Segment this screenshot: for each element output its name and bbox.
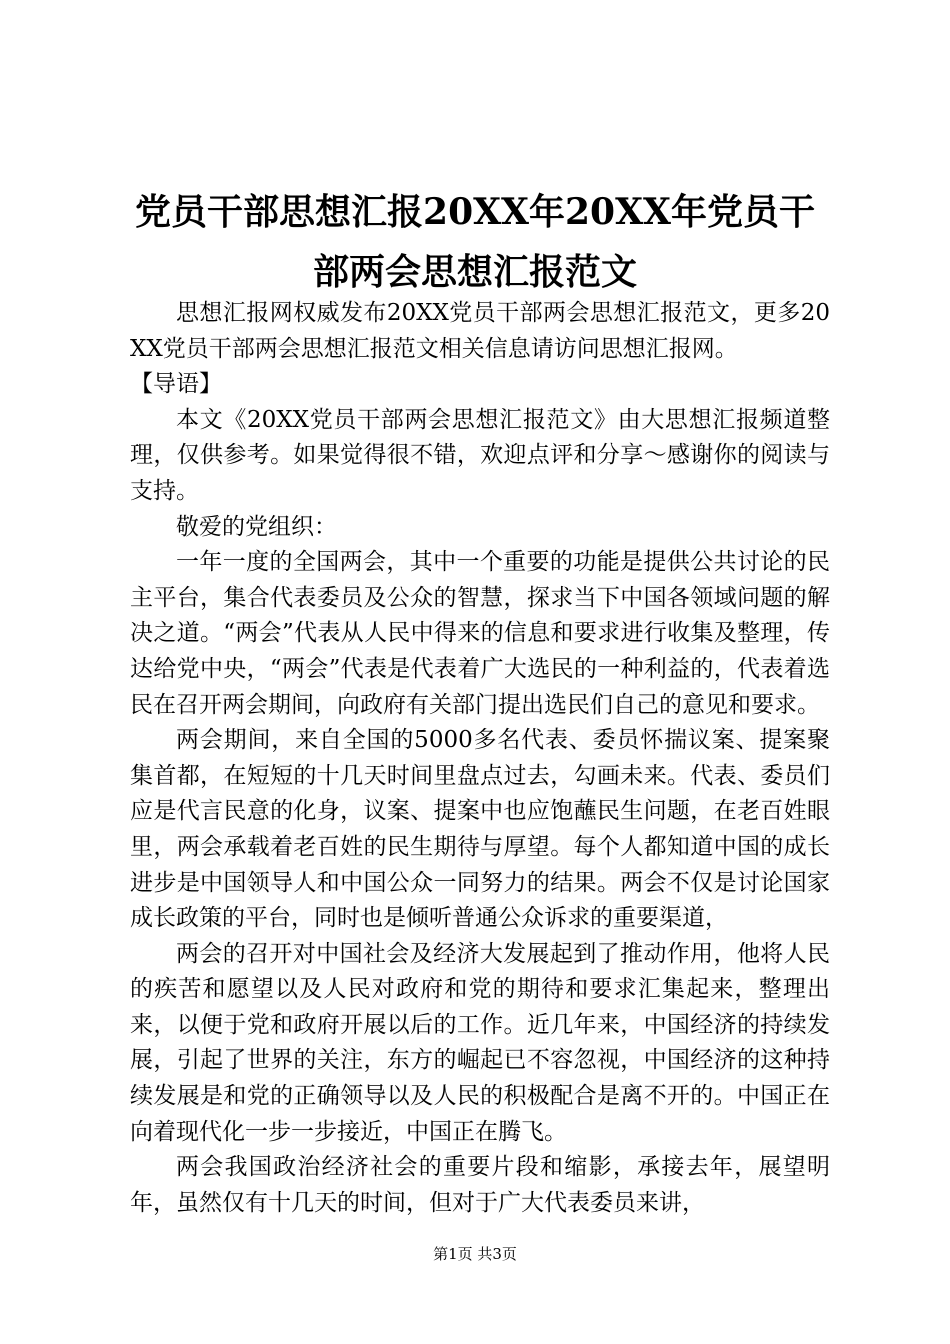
paragraph-guide-heading: 【导语】 [130,371,222,398]
paragraph-guide: 本文《20XX党员干部两会思想汇报范文》由大思想汇报频道整理，仅供参考。如果觉得很不错，欢迎点评和分享～感谢你的阅读与支持。 [130,406,830,504]
paragraph-body-3: 两会的召开对中国社会及经济大发展起到了推动作用，他将人民的疾苦和愿望以及人民对政府和党的期待和要求汇集起来，整理出来，以便于党和政府开展以后的工作。近几年来，中国经济的持续发展，引起了世界的关注，东方的崛起已不容忽视，中国经济的这种持续发展是和党的正确领导以及人民的积极配合是离不开的。中国正在向着现代化一步一步接近，中国正在腾飞。 [130,940,830,1145]
paragraph-body-1: 一年一度的全国两会，其中一个重要的功能是提供公共讨论的民主平台，集合代表委员及公众的智慧，探求当下中国各领域问题的解决之道。“两会”代表从人民中得来的信息和要求进行收集及整理，传达给党中央，“两会”代表是代表着广大选民的一种利益的，代表着选民在召开两会期间，向政府有关部门提出选民们自己的意见和要求。 [130,549,830,718]
paragraph-salutation: 敬爱的党组织： [176,513,337,540]
page-footer: 第1页 共3页 [433,1245,517,1263]
document-body [130,296,830,1221]
paragraph-intro: 思想汇报网权威发布20XX党员干部两会思想汇报范文，更多20XX党员干部两会思想汇报范文相关信息请访问思想汇报网。 [130,300,830,362]
paragraph-body-2: 两会期间，来自全国的5000多名代表、委员怀揣议案、提案聚集首都，在短短的十几天时间里盘点过去，勾画未来。代表、委员们应是代言民意的化身，议案、提案中也应饱蘸民生问题，在老百姓眼里，两会承载着老百姓的民生期待与厚望。每个人都知道中国的成长进步是中国领导人和中国公众一同努力的结果。两会不仅是讨论国家成长政策的平台，同时也是倾听普通公众诉求的重要渠道， [130,727,830,932]
document-title: 党员干部思想汇报20XX年20XX年党员干部两会思想汇报范文 [135,191,815,293]
paragraph-body-4: 两会我国政治经济社会的重要片段和缩影，承接去年，展望明年，虽然仅有十几天的时间，但对于广大代表委员来讲， [130,1154,830,1216]
